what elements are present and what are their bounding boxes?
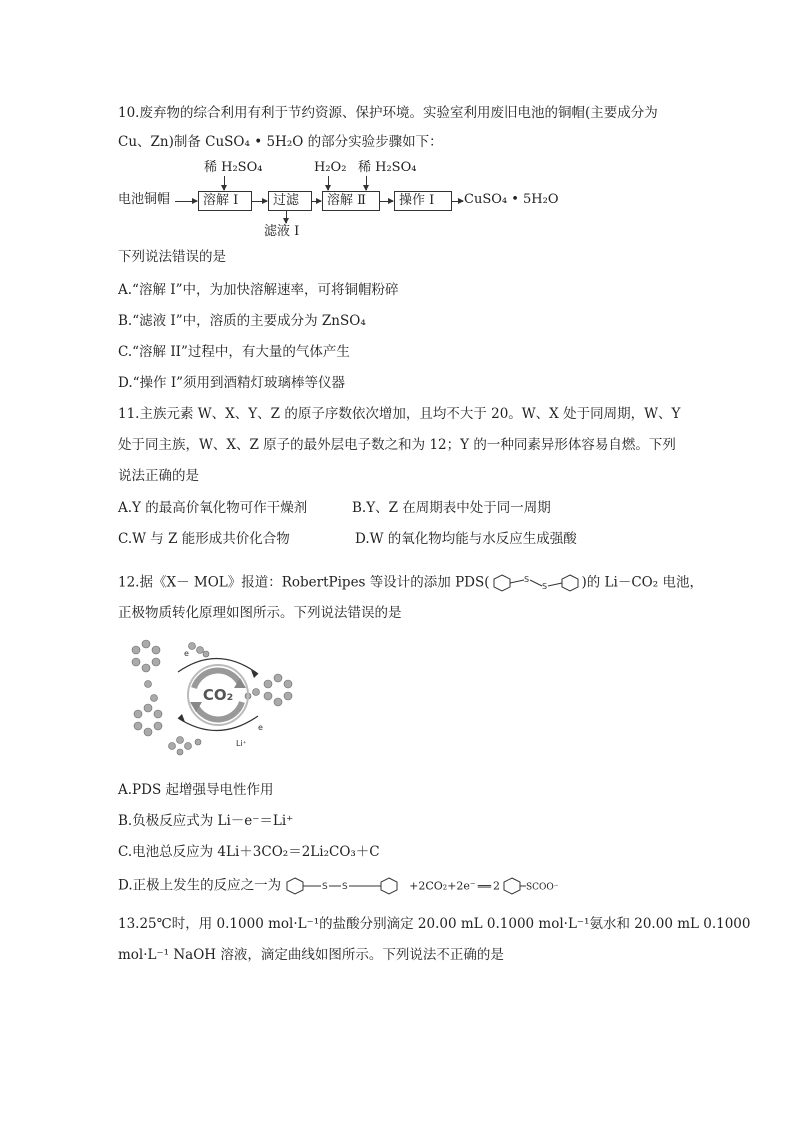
q10-stem: 下列说法错误的是 — [118, 249, 226, 265]
q11-option-a: A.Y 的最高价氧化物可作干燥剂 — [118, 500, 308, 516]
arrow-4 — [379, 201, 393, 202]
disulfide-s-label-2: S — [342, 882, 348, 892]
electron-label-1: e — [184, 649, 189, 658]
q12-option-d-product: SCOO⁻ — [525, 882, 559, 893]
arrow-down-reagent1 — [224, 176, 225, 190]
q12-line1-part2: )的 Li－CO₂ 电池， — [581, 574, 703, 591]
q12-option-a: A.PDS 起增强导电性作用 — [118, 782, 274, 798]
q10-option-a: A.“溶解 I”中，为加快溶解速率，可将铜帽粉碎 — [118, 282, 399, 298]
product-ring-icon — [500, 875, 526, 897]
disulfide-s-label-1: S — [322, 882, 328, 892]
q11-line2: 处于同主族，W、X、Z 原子的最外层电子数之和为 12；Y 的一种同素异形体容易自燃。下列 — [118, 437, 676, 453]
q10-flow-diagram — [118, 158, 578, 240]
flow-reagent-1: 稀 H₂SO₄ — [204, 160, 263, 175]
arrow-down-filtrate — [286, 211, 287, 223]
disulfide-structure-icon — [281, 875, 409, 897]
q11-line1: 11.主族元素 W、X、Y、Z 的原子序数依次增加，且均不大于 20。W、X 处于同周期，W、Y — [118, 406, 681, 422]
co2-label: CO₂ — [202, 686, 234, 704]
q10-option-d: D.“操作 I”须用到酒精灯玻璃棒等仪器 — [118, 375, 346, 391]
q11-option-b: B.Y、Z 在周期表中处于同一周期 — [352, 500, 551, 516]
arrow-1 — [175, 201, 197, 202]
q12-line1 — [118, 572, 703, 594]
flow-box-filter: 过滤 — [268, 191, 312, 211]
arrow-5 — [451, 201, 463, 202]
flow-box-dissolve-1: 溶解 Ⅰ — [198, 191, 252, 211]
lithium-ion-label: Li⁺ — [236, 739, 247, 748]
flow-reagent-2: H₂O₂ — [314, 160, 347, 175]
flow-end: CuSO₄ • 5H₂O — [464, 192, 559, 207]
flow-filtrate: 滤液 Ⅰ — [264, 224, 300, 239]
q11-line3: 说法正确的是 — [118, 468, 199, 484]
q12-line2: 正极物质转化原理如图所示。下列说法错误的是 — [118, 605, 402, 621]
q13-line1: 13.25℃时，用 0.1000 mol·L⁻¹的盐酸分别滴定 20.00 mL 0.1000 mol·L⁻¹氨水和 20.00 mL 0.1000 — [118, 916, 751, 932]
q10-option-b: B.“滤液 I”中，溶质的主要成分为 ZnSO₄ — [118, 313, 366, 329]
q13-line2: mol·L⁻¹ NaOH 溶液，滴定曲线如图所示。下列说法不正确的是 — [118, 947, 504, 963]
q12-line1-part1: 12.据《X－ MOL》报道：RobertPipes 等设计的添加 PDS( — [118, 574, 490, 591]
pds-s-label-2: S — [541, 582, 547, 591]
q12-option-d-reactants: +2CO₂+2e⁻ — [409, 879, 476, 893]
pds-s-label-1: S — [523, 575, 529, 584]
q11-option-c: C.W 与 Z 能形成共价化合物 — [118, 531, 290, 547]
q12-option-d-equals: ══ — [477, 879, 491, 893]
q12-option-d — [118, 875, 559, 897]
arrow-2 — [251, 201, 267, 202]
q12-mechanism-figure — [118, 632, 318, 764]
arrow-down-reagent2 — [328, 176, 329, 190]
pds-structure-icon — [490, 572, 582, 594]
q10-line2: Cu、Zn)制备 CuSO₄ • 5H₂O 的部分实验步骤如下： — [118, 134, 443, 150]
arrow-3 — [311, 201, 321, 202]
flow-box-dissolve-2: 溶解 Ⅱ — [322, 191, 380, 211]
q12-option-b: B.负极反应式为 Li－e⁻＝Li⁺ — [118, 813, 294, 829]
electron-label-2: e — [258, 723, 263, 732]
q10-option-c: C.“溶解 II”过程中，有大量的气体产生 — [118, 344, 350, 360]
q12-option-d-coefficient: 2 — [492, 879, 500, 893]
q11-option-d: D.W 的氧化物均能与水反应生成强酸 — [355, 531, 577, 547]
flow-reagent-3: 稀 H₂SO₄ — [358, 160, 417, 175]
flow-start: 电池铜帽 — [118, 192, 171, 207]
flow-box-operation-1: 操作 Ⅰ — [394, 191, 452, 211]
q12-option-c: C.电池总反应为 4Li＋3CO₂＝2Li₂CO₃＋C — [118, 844, 380, 860]
q12-option-d-prefix: D.正极上发生的反应之一为 — [118, 877, 282, 894]
arrow-down-reagent3 — [366, 176, 367, 190]
q10-line1: 10.废弃物的综合利用有利于节约资源、保护环境。实验室利用废旧电池的铜帽(主要成分为 — [118, 105, 658, 121]
mechanism-cycle-svg — [118, 632, 318, 764]
